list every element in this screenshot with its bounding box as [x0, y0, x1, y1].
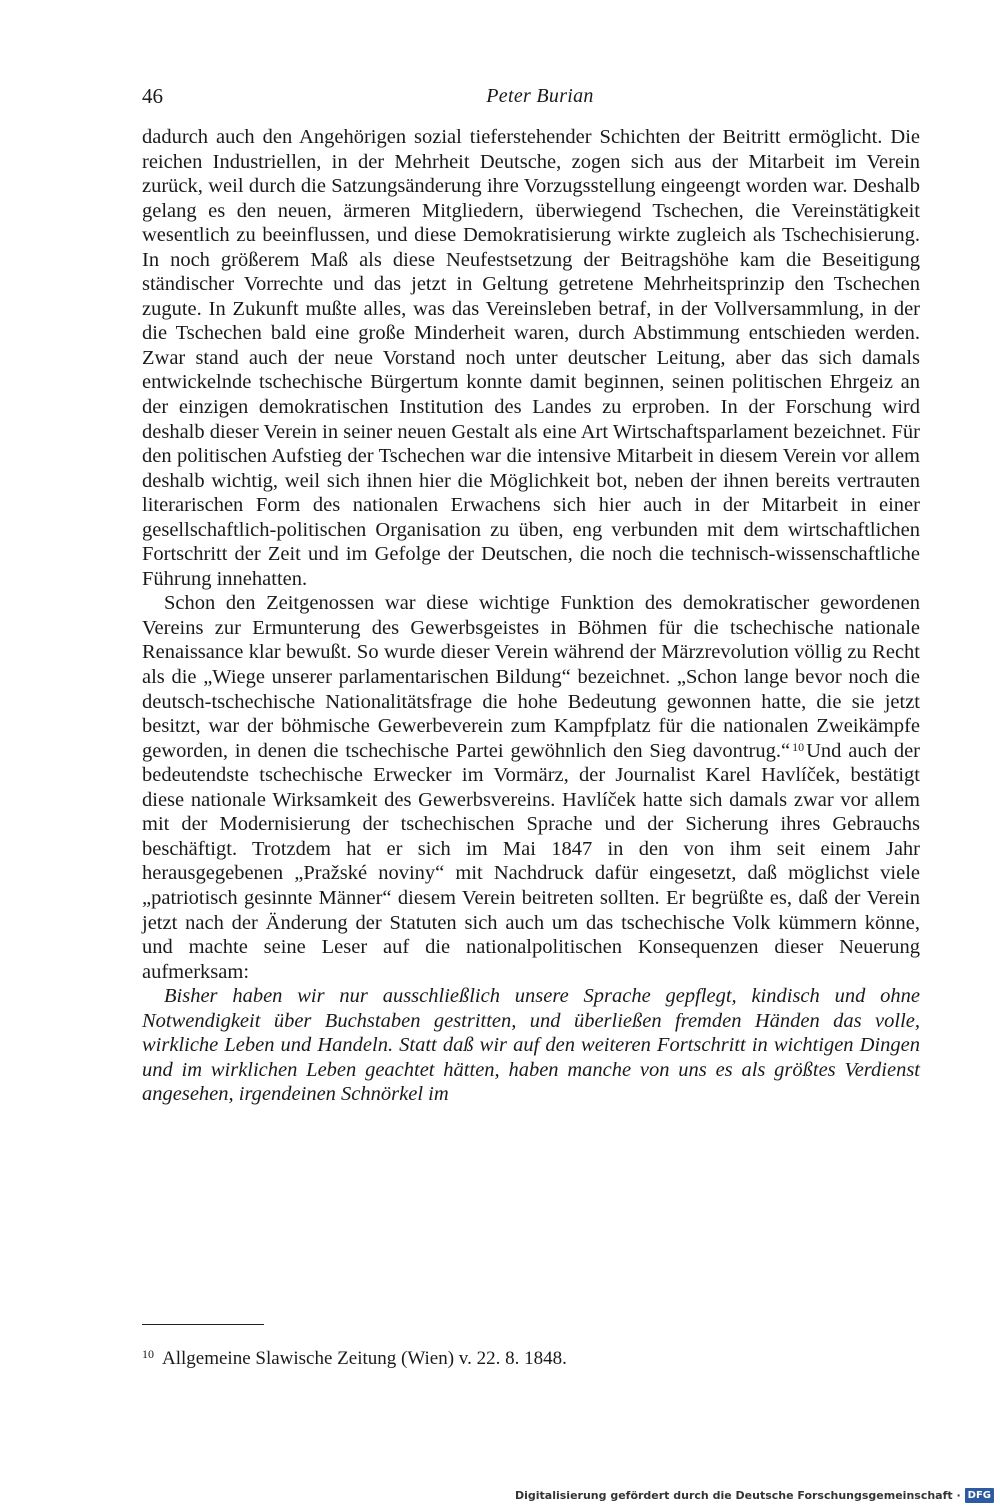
paragraph-2-part-2: Und auch der bedeutendste tschechische Erwecker im Vormärz, der Journalist Karel Havlíček, bestätigt diese nationale Wirksamkeit des Gewerbsvereins. Havlíček hatte sich damals zwar vor allem mit der Modernisierung der tschechischen Sprache und der Sicherung ihres Gebrauchs beschäftigt. Trotzdem hat er sich im Mai 1847 in den von ihm seit einem Jahr herausgegebenen „Pražské noviny“ mit Nachdruck dafür eingesetzt, daß möglichst viele „patriotisch gesinnte Männer“ diesem Verein beitreten sollten. Er begrüßte es, daß der Verein jetzt nach der Änderung der Statuten sich auch um das tschechische Volk kümmern könne, und machte seine Leser auf die nationalpolitischen Konsequenzen dieser Neuerung aufmerksam:	[142, 739, 920, 983]
body-text	[142, 125, 920, 1107]
footnote-text: Allgemeine Slawische Zeitung (Wien) v. 22. 8. 1848.	[162, 1348, 567, 1369]
footnote	[142, 1346, 920, 1372]
running-head: Peter Burian	[486, 85, 594, 107]
footnote-reference[interactable]: 10	[792, 739, 805, 754]
quotation: Bisher haben wir nur ausschließlich unsere Sprache gepflegt, kindisch und ohne Notwendigkeit über Buchstaben gestritten, und überließen fremden Händen das volle, wirkliche Leben und Handeln. Statt daß wir auf den weiteren Fortschritt in wichtigen Dingen und im wirklichen Leben geachtet hätten, haben manche von uns es als größtes Verdienst angesehen, irgendeinen Schnörkel im	[142, 985, 920, 1106]
paragraph-2	[142, 591, 920, 984]
paragraph-1: dadurch auch den Angehörigen sozial tieferstehender Schichten der Beitritt ermöglicht. Die reichen Industriellen, in der Mehrheit Deutsche, zogen sich aus der Mitarbeit im Verein zurück, weil durch die Satzungsänderung ihre Vorzugsstellung eingeengt worden war. Deshalb gelang es den neuen, ärmeren Mitgliedern, überwiegend Tschechen, die Vereinstätigkeit wesentlich zu beeinflussen, und diese Demokratisierung wirkte zugleich als Tschechisierung. In noch größerem Maß als diese Neufestsetzung der Beitragshöhe kam die Beseitigung ständischer Vorrechte und das jetzt in Geltung getretene Mehrheitsprinzip den Tschechen zugute. In Zukunft mußte alles, was das Vereinsleben betraf, in der Vollversammlung, in der die Tschechen bald eine große Minderheit waren, durch Abstimmung entschieden werden. Zwar stand auch der neue Vorstand noch unter deutscher Leitung, aber das sich damals entwickelnde tschechische Bürgertum konnte damit beginnen, seinen politischen Ehrgeiz an der einzigen demokratischen Institution des Landes zu erproben. In der Forschung wird deshalb dieser Verein in seiner neuen Gestalt als eine Art Wirtschaftsparlament bezeichnet. Für den politischen Aufstieg der Tschechen war die intensive Mitarbeit in diesem Verein vor allem deshalb wichtig, weil sich ihnen hier die Möglichkeit bot, neben der ihnen bereits vertrauten literarischen Form des nationalen Erwachens sich hier auch in der Mitarbeit in einer gesellschaftlich-politischen Organisation zu üben, eng verbunden mit dem wirtschaftlichen Fortschritt der Zeit und im Gefolge der Deutschen, die noch die technisch-wissenschaftliche Führung innehatten.	[142, 126, 920, 590]
dfg-logo-icon: DFG	[965, 1488, 994, 1503]
footnote-number: 10	[142, 1347, 154, 1361]
paragraph-2-part-1: Schon den Zeitgenossen war diese wichtige Funktion des demokratischer gewordenen Vereins zur Ermunterung des Gewerbsgeistes in Böhmen für die tschechische nationale Renaissance klar bewußt. So wurde dieser Verein während der Märzrevolution völlig zu Recht als die „Wiege unserer parlamentarischen Bildung“ bezeichnet. „Schon lange bevor noch die deutsch-tschechische Nationalitätsfrage die hohe Bedeutung gewonnen hatte, die sie jetzt besitzt, war der böhmische Gewerbeverein zum Kampfplatz für die nationalen Zweikämpfe geworden, in denen die tschechische Partei gewöhnlich den Sieg davontrug.“	[142, 592, 920, 762]
footnote-rule	[142, 1324, 264, 1325]
digitization-banner	[515, 1486, 994, 1504]
banner-text: Digitalisierung gefördert durch die Deutsche Forschungsgemeinschaft ·	[514, 1488, 961, 1502]
page-number: 46	[142, 84, 163, 108]
